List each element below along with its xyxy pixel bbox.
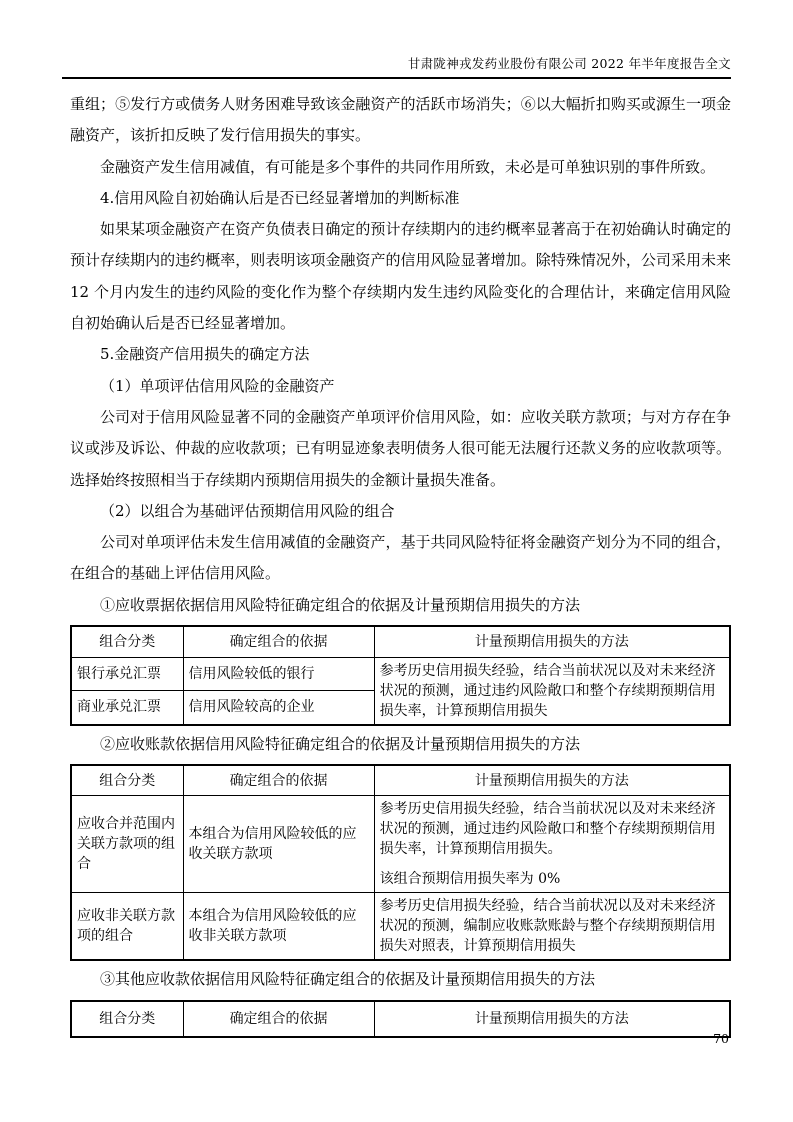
column-header-category: 组合分类	[71, 626, 183, 657]
table-header-row	[71, 765, 730, 796]
column-header-method: 计量预期信用损失的方法	[374, 765, 730, 796]
cell-category: 应收合并范围内关联方款项的组合	[71, 796, 183, 893]
cell-category: 应收非关联方款项的组合	[71, 893, 183, 961]
column-header-basis: 确定组合的依据	[183, 1001, 374, 1037]
other-receivables-table	[70, 1000, 731, 1038]
table-row	[71, 893, 730, 961]
cell-basis: 信用风险较低的银行	[183, 657, 374, 691]
column-header-category: 组合分类	[71, 765, 183, 796]
heading-5-1: （1）单项评估信用风险的金融资产	[100, 376, 335, 395]
column-header-basis: 确定组合的依据	[183, 626, 374, 657]
cell-method-merged: 参考历史信用损失经验，结合当前状况以及对未来经济状况的预测，通过违约风险敞口和整个存续期预期信用损失率，计算预期信用损失	[374, 657, 730, 725]
cell-method-note: 该组合预期信用损失率为 0%	[379, 871, 561, 888]
cell-basis: 本组合为信用风险较低的应收关联方款项	[183, 796, 374, 893]
table-caption-notes-receivable: ①应收票据依据信用风险特征确定组合的依据及计量预期信用损失的方法	[100, 595, 581, 614]
table-row	[71, 657, 730, 691]
paragraph-4: 如果某项金融资产在资产负债表日确定的预计存续期内的违约概率显著高于在初始确认时确定的预计存续期内的违约概率，则表明该项金融资产的信用风险显著增加。除特殊情况外，公司采用未来 12 个月内发生的违约风险的变化作为整个存续期内发生违约风险变化的合理估计，来确定信用风险自初始确认后是否已经显著增加。	[70, 220, 731, 333]
table-header-row	[71, 1001, 730, 1037]
cell-method	[374, 796, 730, 893]
cell-basis: 信用风险较高的企业	[183, 691, 374, 725]
heading-5: 5.金融资产信用损失的确定方法	[100, 345, 310, 364]
column-header-method: 计量预期信用损失的方法	[374, 1001, 730, 1037]
accounts-receivable-table	[70, 764, 731, 962]
table-header-row	[71, 626, 730, 657]
paragraph-5-1: 公司对于信用风险显著不同的金融资产单项评价信用风险，如：应收关联方款项；与对方存在争议或涉及诉讼、仲裁的应收款项；已有明显迹象表明债务人很可能无法履行还款义务的应收款项等。选择始终按照相当于存续期内预期信用损失的金额计量损失准备。	[70, 407, 731, 489]
page-content	[70, 89, 731, 1041]
table-caption-accounts-receivable: ②应收账款依据信用风险特征确定组合的依据及计量预期信用损失的方法	[100, 734, 581, 753]
paragraph-5-2: 公司对单项评估未发生信用减值的金融资产，基于共同风险特征将金融资产划分为不同的组合，在组合的基础上评估信用风险。	[70, 533, 731, 583]
column-header-basis: 确定组合的依据	[183, 765, 374, 796]
cell-method: 参考历史信用损失经验，结合当前状况以及对未来经济状况的预测，编制应收账款账龄与整个存续期预期信用损失对照表，计算预期信用损失	[374, 893, 730, 961]
notes-receivable-table	[70, 625, 731, 726]
cell-category: 银行承兑汇票	[71, 657, 183, 691]
heading-5-2: （2）以组合为基础评估预期信用风险的组合	[100, 501, 395, 520]
heading-4: 4.信用风险自初始确认后是否已经显著增加的判断标准	[100, 188, 460, 207]
cell-category: 商业承兑汇票	[71, 691, 183, 725]
cell-basis: 本组合为信用风险较低的应收非关联方款项	[183, 893, 374, 961]
column-header-category: 组合分类	[71, 1001, 183, 1037]
column-header-method: 计量预期信用损失的方法	[374, 626, 730, 657]
table-caption-other-receivables: ③其他应收款依据信用风险特征确定组合的依据及计量预期信用损失的方法	[100, 970, 596, 989]
running-header-title: 甘肃陇神戎发药业股份有限公司 2022 年半年度报告全文	[62, 54, 731, 79]
cell-method-text: 参考历史信用损失经验，结合当前状况以及对未来经济状况的预测，通过违约风险敞口和整个存续期预期信用损失率，计算预期信用损失。	[379, 801, 716, 858]
paragraph-continuation: 重组；⑤发行方或债务人财务困难导致该金融资产的活跃市场消失；⑥以大幅折扣购买或源生一项金融资产，该折扣反映了发行信用损失的事实。	[70, 95, 731, 145]
page-number: 70	[713, 1031, 729, 1046]
table-row	[71, 796, 730, 893]
paragraph-impairment: 金融资产发生信用减值，有可能是多个事件的共同作用所致，未必是可单独识别的事件所致。	[100, 157, 716, 176]
